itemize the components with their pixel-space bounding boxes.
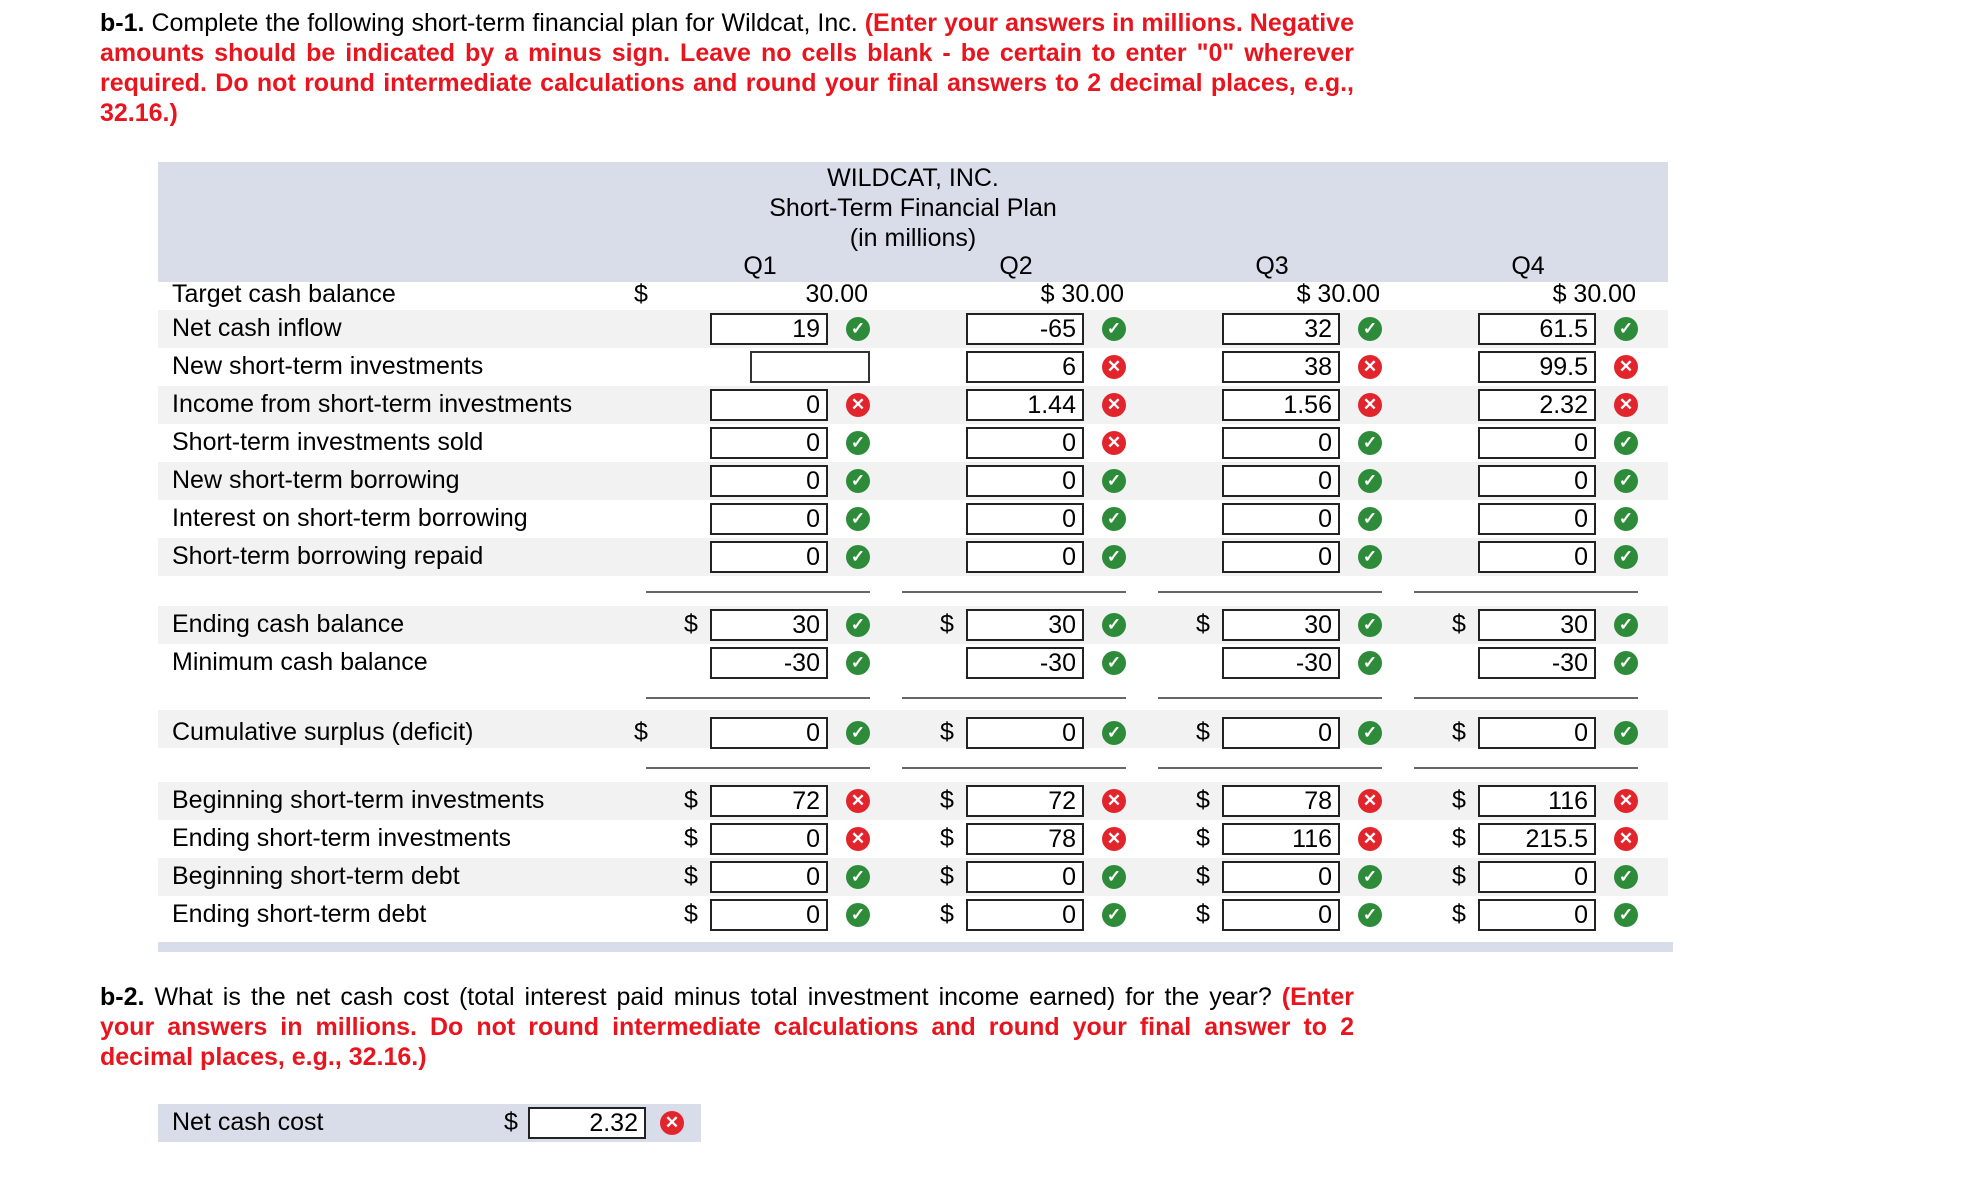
check-circle-icon: ✓ (1614, 721, 1638, 745)
check-circle-icon: ✓ (1102, 469, 1126, 493)
amount-input[interactable]: 0 (966, 717, 1084, 749)
check-circle-icon: ✓ (1358, 431, 1382, 455)
amount-input[interactable]: 0 (1478, 861, 1596, 893)
currency-sign: $ (684, 900, 698, 928)
check-circle-icon: ✓ (846, 507, 870, 531)
x-circle-icon: ✕ (1358, 393, 1382, 417)
check-circle-icon: ✓ (1102, 545, 1126, 569)
amount-input[interactable]: 0 (1222, 717, 1340, 749)
amount-input[interactable]: 1.56 (1222, 389, 1340, 421)
check-circle-icon: ✓ (1358, 507, 1382, 531)
amount-input[interactable]: 0 (1222, 427, 1340, 459)
amount-input[interactable]: 0 (1222, 503, 1340, 535)
amount-input[interactable]: 38 (1222, 351, 1340, 383)
amount-input[interactable] (750, 351, 870, 383)
check-circle-icon: ✓ (1614, 651, 1638, 675)
check-circle-icon: ✓ (1614, 507, 1638, 531)
financial-plan-table (158, 162, 1673, 952)
amount-input[interactable]: 78 (1222, 785, 1340, 817)
check-circle-icon: ✓ (1358, 721, 1382, 745)
divider (902, 767, 1126, 769)
divider (646, 591, 870, 593)
check-circle-icon: ✓ (846, 903, 870, 927)
amount-input[interactable]: 19 (710, 313, 828, 345)
amount-input[interactable]: 0 (1222, 861, 1340, 893)
x-circle-icon: ✕ (1358, 789, 1382, 813)
target-cash-value: $ 30.00 (1296, 280, 1380, 308)
table-row (158, 310, 1668, 348)
amount-input[interactable]: 0 (710, 861, 828, 893)
x-circle-icon: ✕ (1102, 393, 1126, 417)
amount-input[interactable]: 0 (710, 541, 828, 573)
amount-input[interactable]: 0 (1478, 717, 1596, 749)
check-circle-icon: ✓ (1358, 545, 1382, 569)
target-cash-value: $ 30.00 (1552, 280, 1636, 308)
divider (1414, 591, 1638, 593)
check-circle-icon: ✓ (1614, 469, 1638, 493)
question-b1 (100, 8, 1354, 128)
currency-sign: $ (504, 1108, 518, 1136)
check-circle-icon: ✓ (1102, 865, 1126, 889)
amount-input[interactable]: 0 (1222, 465, 1340, 497)
row-label: Interest on short-term borrowing (172, 504, 528, 532)
currency-sign: $ (1452, 900, 1466, 928)
x-circle-icon: ✕ (660, 1111, 684, 1135)
amount-input[interactable]: 30 (710, 609, 828, 641)
amount-input[interactable]: -65 (966, 313, 1084, 345)
row-label: Target cash balance (172, 280, 396, 308)
check-circle-icon: ✓ (1102, 507, 1126, 531)
amount-input[interactable]: 0 (1222, 541, 1340, 573)
check-circle-icon: ✓ (1102, 721, 1126, 745)
amount-input[interactable]: -30 (966, 647, 1084, 679)
row-label: Beginning short-term debt (172, 862, 460, 890)
amount-input[interactable]: 116 (1222, 823, 1340, 855)
amount-input[interactable]: 0 (1478, 427, 1596, 459)
divider (1414, 767, 1638, 769)
currency-sign: $ (940, 718, 954, 746)
row-label: Ending short-term debt (172, 900, 427, 928)
check-circle-icon: ✓ (846, 317, 870, 341)
target-cash-value: $ 30.00 (1040, 280, 1124, 308)
question-text: Complete the following short-term financial plan for Wildcat, Inc. (151, 9, 858, 37)
amount-input[interactable]: 0 (710, 465, 828, 497)
amount-input[interactable]: -30 (710, 647, 828, 679)
amount-input[interactable]: 72 (966, 785, 1084, 817)
x-circle-icon: ✕ (1102, 355, 1126, 379)
amount-input[interactable]: 0 (1222, 899, 1340, 931)
check-circle-icon: ✓ (1358, 469, 1382, 493)
amount-input[interactable]: -30 (1478, 647, 1596, 679)
check-circle-icon: ✓ (1102, 613, 1126, 637)
amount-input[interactable]: 0 (1478, 899, 1596, 931)
x-circle-icon: ✕ (1614, 827, 1638, 851)
row-label: Short-term investments sold (172, 428, 484, 456)
x-circle-icon: ✕ (1102, 431, 1126, 455)
x-circle-icon: ✕ (846, 393, 870, 417)
check-circle-icon: ✓ (1614, 317, 1638, 341)
x-circle-icon: ✕ (1358, 827, 1382, 851)
row-label: Income from short-term investments (172, 390, 573, 418)
currency-sign: $ (1452, 718, 1466, 746)
plan-title: Short-Term Financial Plan (769, 194, 1057, 222)
currency-sign: $ (940, 786, 954, 814)
x-circle-icon: ✕ (846, 827, 870, 851)
currency-sign: $ (1452, 862, 1466, 890)
amount-input[interactable]: 32 (1222, 313, 1340, 345)
check-circle-icon: ✓ (846, 613, 870, 637)
check-circle-icon: ✓ (1102, 651, 1126, 675)
quarter-label-4: Q4 (1511, 252, 1545, 280)
amount-input[interactable]: 30 (1478, 609, 1596, 641)
amount-input[interactable]: -30 (1222, 647, 1340, 679)
currency-sign: $ (1196, 610, 1210, 638)
check-circle-icon: ✓ (1102, 903, 1126, 927)
check-circle-icon: ✓ (846, 865, 870, 889)
check-circle-icon: ✓ (1102, 317, 1126, 341)
currency-sign: $ (634, 718, 648, 746)
row-label: Net cash inflow (172, 314, 342, 342)
amount-input[interactable]: 0 (966, 427, 1084, 459)
x-circle-icon: ✕ (1102, 827, 1126, 851)
divider (646, 767, 870, 769)
row-label: Ending cash balance (172, 610, 405, 638)
row-label: New short-term investments (172, 352, 484, 380)
check-circle-icon: ✓ (1358, 651, 1382, 675)
target-cash-value: 30.00 (805, 280, 868, 308)
quarter-label-1: Q1 (743, 252, 777, 280)
x-circle-icon: ✕ (1358, 355, 1382, 379)
currency-sign: $ (940, 862, 954, 890)
amount-input[interactable]: 0 (710, 899, 828, 931)
divider (646, 697, 870, 699)
amount-input[interactable]: 0 (966, 861, 1084, 893)
question-instructions: (Enter your answers in millions. Do not round intermediate calculations and round your final answer to 2 decimal places, e.g., 32.16.) (100, 983, 1354, 1071)
amount-input[interactable]: 99.5 (1478, 351, 1596, 383)
check-circle-icon: ✓ (846, 545, 870, 569)
x-circle-icon: ✕ (1614, 393, 1638, 417)
question-number: b-2. (100, 983, 145, 1011)
check-circle-icon: ✓ (846, 651, 870, 675)
question-instructions: (Enter your answers in millions. Negative amounts should be indicated by a minus sign. Leave no cells blank - be certain to enter "0" wherever required. Do not round intermediate calculations and round your final answers to 2 decimal places, e.g., 32.16.) (100, 9, 1354, 127)
currency-sign: $ (1452, 786, 1466, 814)
amount-input[interactable]: 0 (966, 503, 1084, 535)
currency-sign: $ (684, 786, 698, 814)
amount-input[interactable]: 0 (1478, 465, 1596, 497)
currency-sign: $ (940, 610, 954, 638)
check-circle-icon: ✓ (1614, 613, 1638, 637)
row-label: Minimum cash balance (172, 648, 428, 676)
amount-input[interactable]: 30 (1222, 609, 1340, 641)
amount-input[interactable]: 0 (1478, 503, 1596, 535)
amount-input[interactable]: 0 (710, 503, 828, 535)
currency-sign: $ (1196, 786, 1210, 814)
row-label: Cumulative surplus (deficit) (172, 718, 474, 746)
divider (1158, 591, 1382, 593)
check-circle-icon: ✓ (846, 431, 870, 455)
check-circle-icon: ✓ (1614, 903, 1638, 927)
amount-input[interactable]: 0 (710, 823, 828, 855)
net-cash-cost-input[interactable]: 2.32 (528, 1107, 646, 1139)
check-circle-icon: ✓ (1614, 431, 1638, 455)
check-circle-icon: ✓ (1614, 545, 1638, 569)
check-circle-icon: ✓ (846, 469, 870, 493)
amount-input[interactable]: 0 (966, 899, 1084, 931)
amount-input[interactable]: 0 (710, 717, 828, 749)
amount-input[interactable]: 0 (966, 541, 1084, 573)
question-number: b-1. (100, 9, 145, 37)
check-circle-icon: ✓ (1358, 865, 1382, 889)
amount-input[interactable]: 72 (710, 785, 828, 817)
currency-sign: $ (1452, 824, 1466, 852)
x-circle-icon: ✕ (846, 789, 870, 813)
amount-input[interactable]: 61.5 (1478, 313, 1596, 345)
x-circle-icon: ✕ (1614, 355, 1638, 379)
amount-input[interactable]: 215.5 (1478, 823, 1596, 855)
check-circle-icon: ✓ (846, 721, 870, 745)
net-cash-cost-label: Net cash cost (172, 1108, 324, 1136)
amount-input[interactable]: 116 (1478, 785, 1596, 817)
x-circle-icon: ✕ (1102, 789, 1126, 813)
row-label: Ending short-term investments (172, 824, 512, 852)
row-label: Beginning short-term investments (172, 786, 545, 814)
amount-input[interactable]: 0 (1478, 541, 1596, 573)
amount-input[interactable]: 0 (710, 389, 828, 421)
currency-sign: $ (1196, 718, 1210, 746)
currency-sign: $ (940, 900, 954, 928)
currency-sign: $ (1196, 900, 1210, 928)
divider (1158, 767, 1382, 769)
check-circle-icon: ✓ (1358, 317, 1382, 341)
amount-input[interactable]: 30 (966, 609, 1084, 641)
amount-input[interactable]: 0 (710, 427, 828, 459)
amount-input[interactable]: 6 (966, 351, 1084, 383)
quarter-label-3: Q3 (1255, 252, 1289, 280)
currency-sign: $ (1452, 610, 1466, 638)
question-b2 (100, 982, 1354, 1072)
currency-sign: $ (684, 824, 698, 852)
check-circle-icon: ✓ (1358, 613, 1382, 637)
divider (902, 591, 1126, 593)
net-cash-cost-row (158, 1104, 701, 1142)
currency-sign: $ (634, 280, 648, 308)
amount-input[interactable]: 78 (966, 823, 1084, 855)
check-circle-icon: ✓ (1614, 865, 1638, 889)
divider (1158, 697, 1382, 699)
currency-sign: $ (1196, 862, 1210, 890)
currency-sign: $ (940, 824, 954, 852)
row-label: Short-term borrowing repaid (172, 542, 484, 570)
currency-sign: $ (684, 610, 698, 638)
question-text: What is the net cash cost (total interest paid minus total investment income earned) for the year? (154, 983, 1272, 1011)
table-footer-bar (158, 942, 1673, 952)
company-title: WILDCAT, INC. (827, 164, 999, 192)
currency-sign: $ (1196, 824, 1210, 852)
divider (902, 697, 1126, 699)
quarter-label-2: Q2 (999, 252, 1033, 280)
amount-input[interactable]: 0 (966, 465, 1084, 497)
amount-input[interactable]: 2.32 (1478, 389, 1596, 421)
x-circle-icon: ✕ (1614, 789, 1638, 813)
check-circle-icon: ✓ (1358, 903, 1382, 927)
row-label: New short-term borrowing (172, 466, 460, 494)
amount-input[interactable]: 1.44 (966, 389, 1084, 421)
currency-sign: $ (684, 862, 698, 890)
divider (1414, 697, 1638, 699)
units-title: (in millions) (849, 224, 977, 252)
